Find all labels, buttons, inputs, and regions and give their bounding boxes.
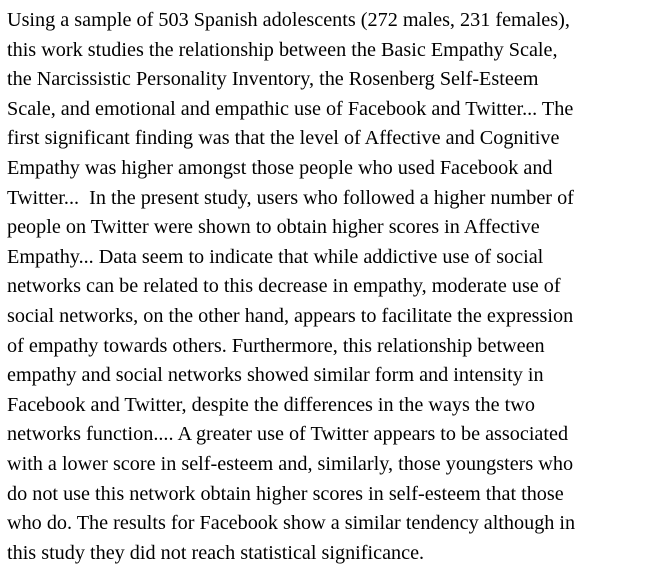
text-line: networks can be related to this decrease in empathy, moderate use of [7, 275, 561, 298]
text-line: first significant finding was that the level of Affective and Cognitive [7, 127, 560, 150]
text-line: Twitter... In the present study, users who followed a higher number of [7, 186, 574, 209]
text-line: Using a sample of 503 Spanish adolescents (272 males, 231 females), [7, 9, 570, 31]
text-line: do not use this network obtain higher scores in self-esteem that those [7, 482, 564, 505]
text-line: Scale, and emotional and empathic use of Facebook and Twitter... The [7, 97, 574, 120]
text-line: people on Twitter were shown to obtain higher scores in Affective [7, 216, 540, 239]
text-line: Facebook and Twitter, despite the differences in the ways the two [7, 393, 535, 416]
text-line: of empathy towards others. Furthermore, this relationship between [7, 334, 545, 357]
text-line: who do. The results for Facebook show a similar tendency although in [7, 512, 576, 535]
text-line: social networks, on the other hand, appears to facilitate the expression [7, 304, 574, 327]
text-line: this work studies the relationship between the Basic Empathy Scale, [7, 38, 558, 61]
text-line: this study they did not reach statistical significance. [7, 541, 425, 564]
document-body [7, 6, 657, 568]
text-line: Empathy... Data seem to indicate that while addictive use of social [7, 245, 544, 268]
text-line: with a lower score in self-esteem and, similarly, those youngsters who [7, 452, 574, 475]
text-line: empathy and social networks showed similar form and intensity in [7, 364, 544, 387]
text-line: Empathy was higher amongst those people who used Facebook and [7, 156, 553, 179]
text-line: networks function.... A greater use of Twitter appears to be associated [7, 423, 569, 446]
text-line: the Narcissistic Personality Inventory, the Rosenberg Self-Esteem [7, 68, 539, 91]
